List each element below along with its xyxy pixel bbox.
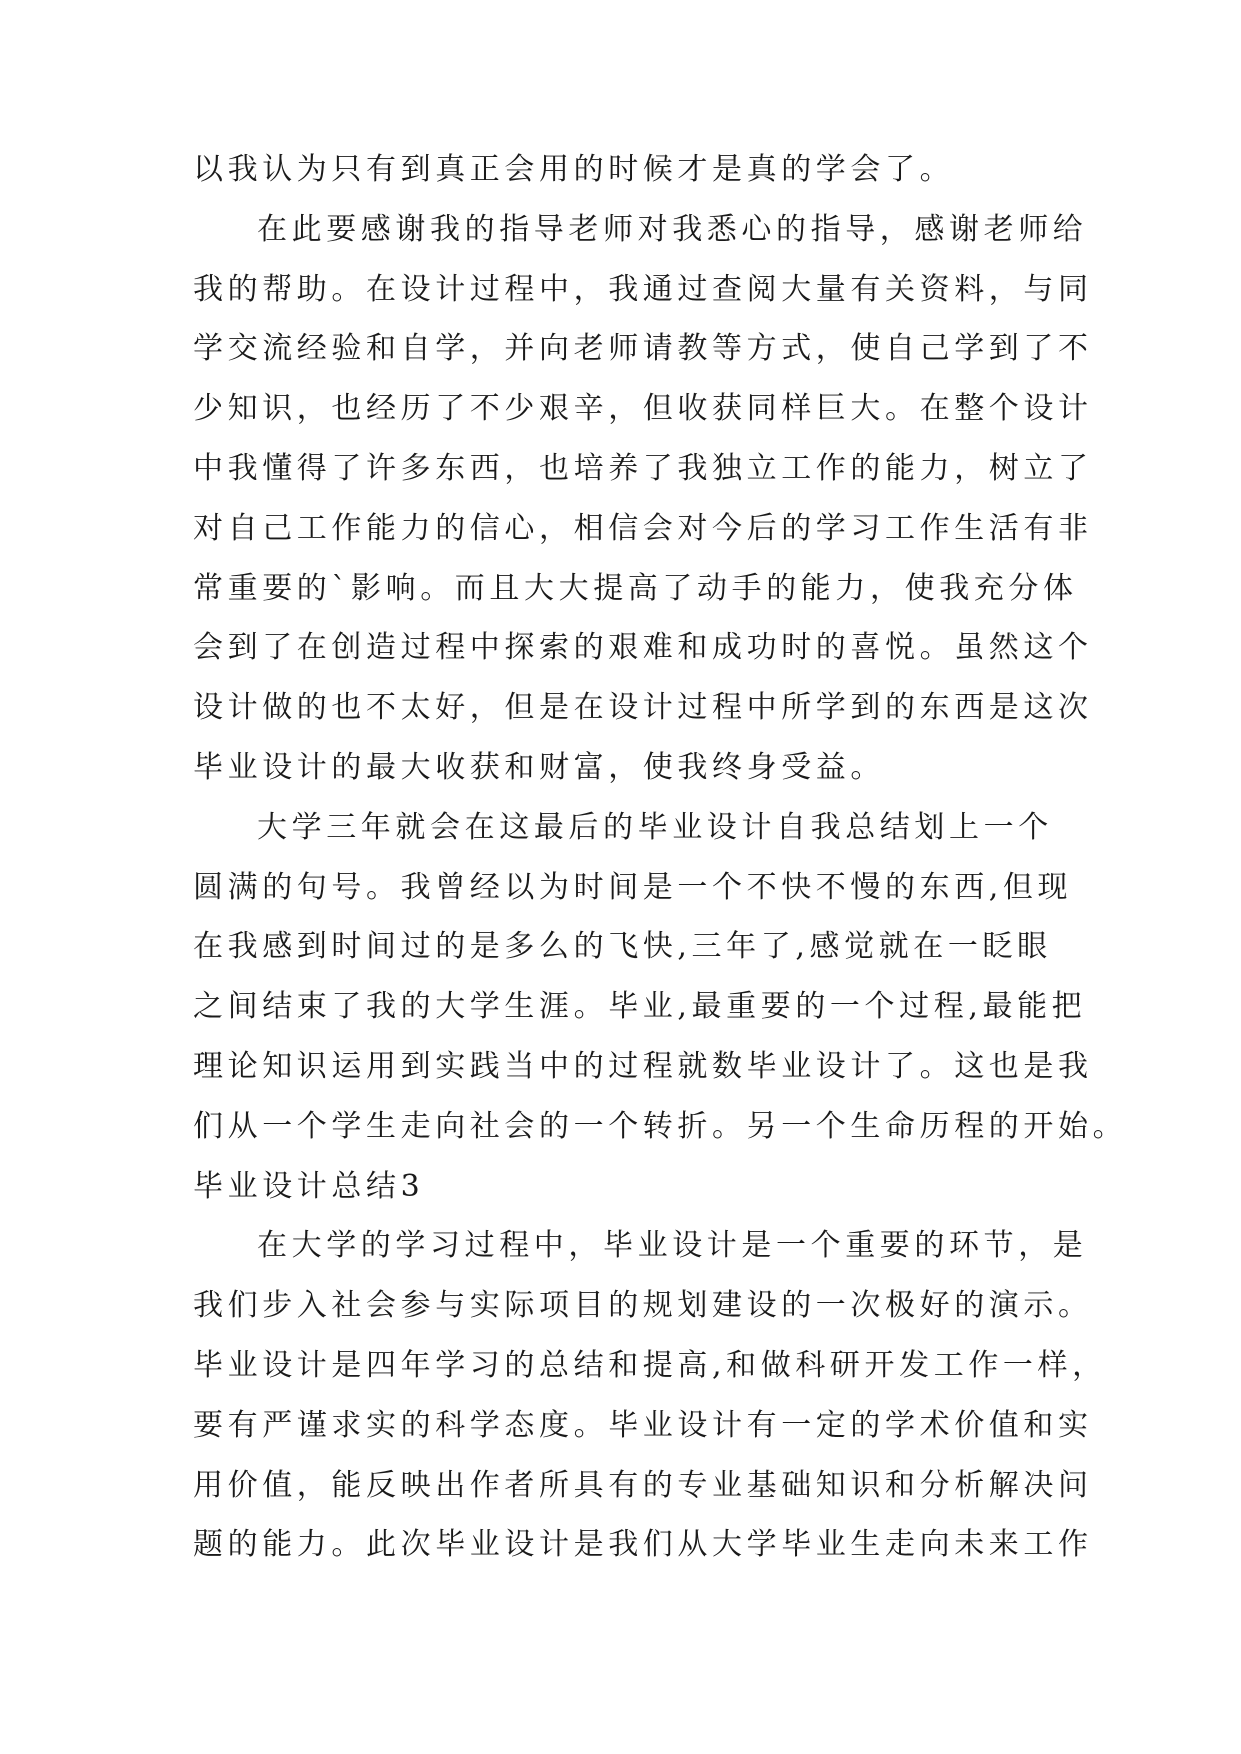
text-line: 用价值，能反映出作者所具有的专业基础知识和分析解决问	[193, 1467, 1093, 1503]
text-line: 毕业设计是四年学习的总结和提高,和做科研开发工作一样，	[193, 1347, 1107, 1383]
text-line: 圆满的句号。我曾经以为时间是一个不快不慢的东西,但现	[193, 869, 1073, 905]
text-line: 要有严谨求实的科学态度。毕业设计有一定的学术价值和实	[193, 1407, 1093, 1443]
paragraph-start-line: 在此要感谢我的指导老师对我悉心的指导，感谢老师给	[257, 211, 1088, 247]
text-line: 我们步入社会参与实际项目的规划建设的一次极好的演示。	[193, 1288, 1093, 1324]
text-line: 中我懂得了许多东西，也培养了我独立工作的能力，树立了	[193, 450, 1093, 486]
text-line: 理论知识运用到实践当中的过程就数毕业设计了。这也是我	[193, 1048, 1093, 1084]
text-line: 在我感到时间过的是多么的飞快,三年了,感觉就在一眨眼	[193, 929, 1052, 965]
text-line: 会到了在创造过程中探索的艰难和成功时的喜悦。虽然这个	[193, 630, 1093, 666]
text-line: 毕业设计的最大收获和财富，使我终身受益。	[193, 749, 885, 785]
text-line: 少知识，也经历了不少艰辛，但收获同样巨大。在整个设计	[193, 391, 1093, 427]
text-line: 设计做的也不太好，但是在设计过程中所学到的东西是这次	[193, 690, 1093, 726]
text-line: 题的能力。此次毕业设计是我们从大学毕业生走向未来工作	[193, 1527, 1093, 1563]
text-line: 常重要的`影响。而且大大提高了动手的能力，使我充分体	[193, 570, 1078, 606]
text-line: 学交流经验和自学，并向老师请教等方式，使自己学到了不	[193, 331, 1093, 367]
paragraph-start-line: 大学三年就会在这最后的毕业设计自我总结划上一个	[257, 809, 1053, 845]
text-line: 我的帮助。在设计过程中，我通过查阅大量有关资料，与同	[193, 271, 1093, 307]
section-heading: 毕业设计总结3	[193, 1168, 425, 1204]
text-line: 之间结束了我的大学生涯。毕业,最重要的一个过程,最能把	[193, 989, 1087, 1025]
paragraph-start-line: 在大学的学习过程中，毕业设计是一个重要的环节，是	[257, 1228, 1088, 1264]
document-page	[193, 140, 1128, 1575]
text-line: 以我认为只有到真正会用的时候才是真的学会了。	[193, 152, 955, 187]
text-line: 们从一个学生走向社会的一个转折。另一个生命历程的开始。	[193, 1108, 1128, 1144]
text-line: 对自己工作能力的信心，相信会对今后的学习工作生活有非	[193, 510, 1093, 546]
